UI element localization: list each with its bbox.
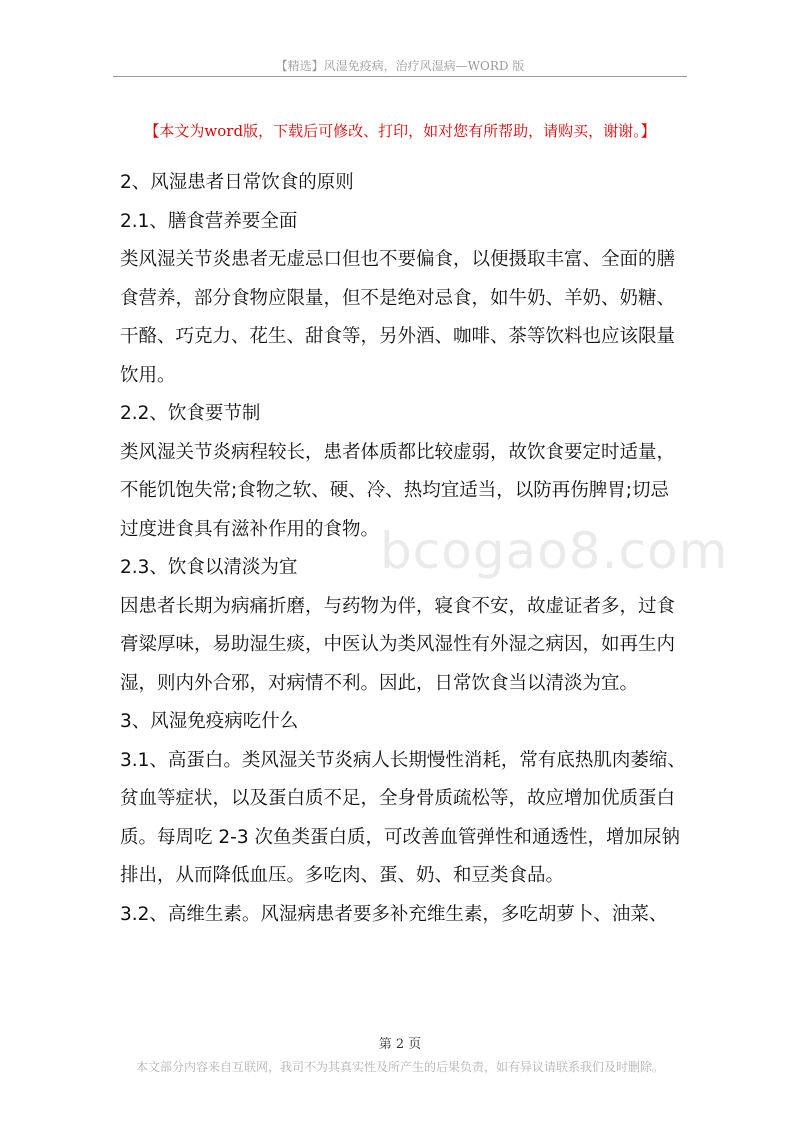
text-line: 排出，从而降低血压。多吃肉、蛋、奶、和豆类食品。 (120, 865, 565, 886)
subsection-heading: 2.2、饮食要节制 (120, 403, 261, 424)
section-heading: 2、风湿患者日常饮食的原则 (120, 172, 354, 193)
page-header: 【精选】风湿免疫病，治疗风湿病—WORD 版 (275, 59, 525, 73)
page-footer: 本文部分内容来自互联网，我司不为其真实性及所产生的后果负责，如有异议请联系我们及时删除。 (135, 1060, 664, 1074)
text-line: 3.1、高蛋白。类风湿关节炎病人长期慢性消耗，常有底热肌肉萎缩、 (120, 749, 686, 771)
subsection-heading: 2.1、膳食营养要全面 (120, 210, 298, 232)
body-text (120, 164, 694, 934)
text-line: 过度进食具有滋补作用的食物。 (120, 518, 380, 540)
text-line: 不能饥饱失常;食物之软、硬、冷、热均宜适当，以防再伤脾胃;切忌 (120, 480, 669, 501)
text-line: 干酪、巧克力、花生、甜食等，另外酒、咖啡、茶等饮料也应该限量 (120, 326, 676, 347)
text-line: 质。每周吃 2-3 次鱼类蛋白质，可改善血管弹性和通透性，增加尿钠 (120, 826, 680, 848)
subsection-heading: 2.3、饮食以清淡为宜 (120, 557, 298, 578)
text-line: 因患者长期为病痛折磨，与药物为伴，寝食不安，故虚证者多，过食 (120, 595, 676, 617)
text-line: 饮用。 (120, 364, 176, 386)
text-line: 3.2、高维生素。风湿病患者要多补充维生素，多吃胡萝卜、油菜、 (120, 903, 668, 925)
page-number: 第 2 页 (378, 1037, 422, 1052)
header-divider (113, 76, 687, 77)
text-line: 类风湿关节炎病程较长，患者体质都比较虚弱，故饮食要定时适量， (120, 441, 676, 463)
text-line: 贫血等症状，以及蛋白质不足，全身骨质疏松等，故应增加优质蛋白 (120, 788, 676, 809)
text-line: 类风湿关节炎患者无虚忌口但也不要偏食，以便摄取丰富、全面的膳 (120, 249, 676, 270)
text-line: 膏粱厚味，易助湿生痰，中医认为类风湿性有外湿之病因，如再生内 (120, 634, 676, 655)
watermark: bcogao8.com (380, 522, 729, 580)
section-heading: 3、风湿免疫病吃什么 (120, 711, 299, 732)
text-line: 湿，则内外合邪，对病情不利。因此，日常饮食当以清淡为宜。 (120, 672, 639, 694)
notice-banner: 【本文为word版，下载后可修改、打印，如对您有所帮助，请购买，谢谢。】 (144, 122, 656, 140)
text-line: 食营养，部分食物应限量，但不是绝对忌食，如牛奶、羊奶、奶糖、 (120, 287, 676, 309)
